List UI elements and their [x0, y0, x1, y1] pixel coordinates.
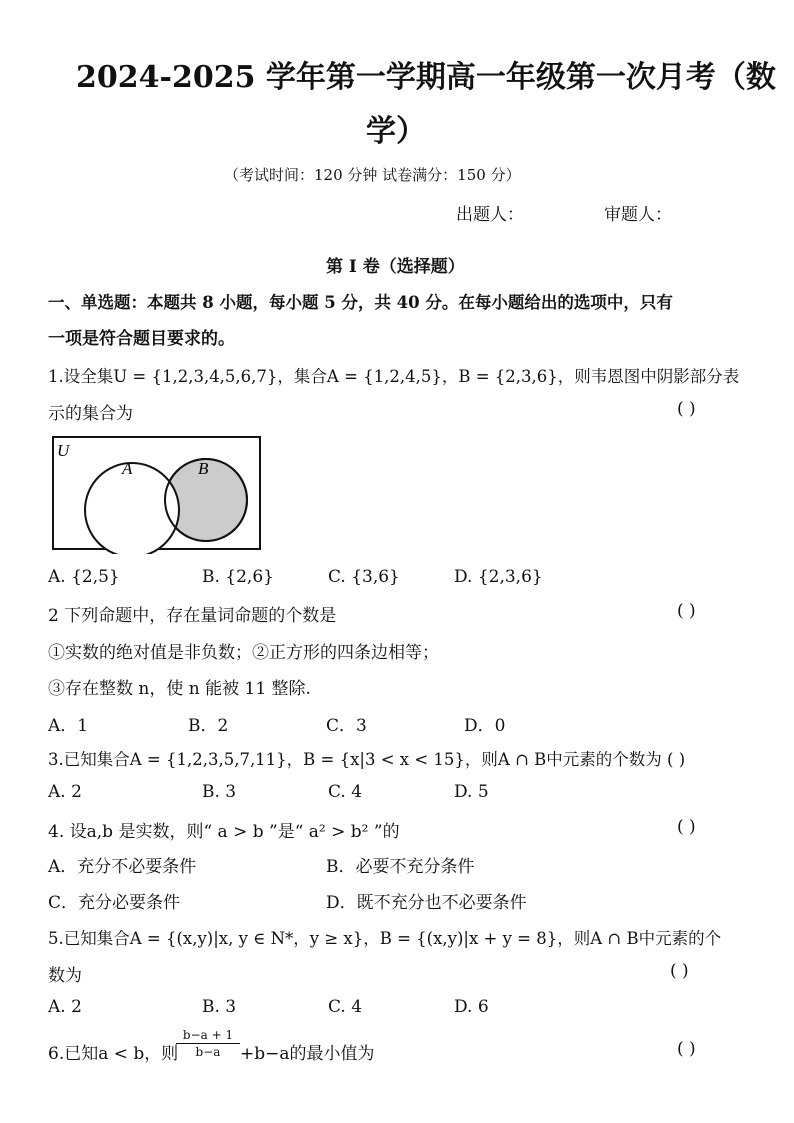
q4-option-c: C．充分必要条件: [48, 893, 181, 913]
question-1-line2: 示的集合为: [48, 404, 133, 424]
q3-option-a: A. 2: [48, 782, 82, 802]
q2-option-d: D．0: [464, 716, 506, 736]
instructions-line1: 一、单选题：本题共 8 小题，每小题 5 分，共 40 分。在每小题给出的选项中，只有: [48, 293, 673, 312]
question-4-line1: 4. 设a,b 是实数，则“ a > b ”是“ a² > b² ”的: [48, 822, 400, 842]
question-5-answer-paren: ( ): [670, 961, 689, 981]
universe-label: U: [57, 441, 70, 460]
q4-option-b: B．必要不充分条件: [326, 857, 475, 877]
instructions-line2: 一项是符合题目要求的。: [48, 329, 235, 349]
q5-option-c: C. 4: [328, 997, 363, 1017]
set-b-label: B: [198, 459, 209, 478]
q4-option-a: A．充分不必要条件: [48, 857, 197, 877]
question-3-line1: 3.已知集合A = {1,2,3,5,7,11}，B = {x|3 < x < 15}，则A ∩ B中元素的个数为 ( ): [48, 750, 686, 769]
q2-option-b: B．2: [188, 716, 229, 736]
question-5-line2: 数为: [48, 966, 82, 986]
question-6-fraction: [176, 1028, 240, 1059]
q3-option-d: D. 5: [454, 782, 489, 802]
question-6-suffix: +b−a的最小值为: [240, 1044, 375, 1064]
exam-info: （考试时间：120 分钟 试卷满分：150 分）: [224, 166, 521, 184]
q5-option-b: B. 3: [202, 997, 237, 1017]
question-2-line1: 2 下列命题中，存在量词命题的个数是: [48, 606, 337, 626]
venn-diagram: [48, 432, 266, 554]
fraction-denominator: b−a: [195, 1045, 221, 1059]
q3-option-b: B. 3: [202, 782, 237, 802]
setter-label: 出题人：: [456, 205, 524, 225]
q5-option-a: A. 2: [48, 997, 82, 1017]
exam-title-line1: 2024-2025 学年第一学期高一年级第一次月考（数: [76, 60, 776, 95]
question-2-answer-paren: ( ): [677, 601, 696, 621]
fraction-numerator: b−a + 1: [176, 1028, 240, 1044]
q2-option-a: A．1: [48, 716, 89, 736]
q4-option-d: D．既不充分也不必要条件: [326, 893, 527, 913]
question-6-answer-paren: ( ): [677, 1039, 696, 1059]
question-1-line1: 1.设全集U = {1,2,3,4,5,6,7}，集合A = {1,2,4,5}，B = {2,3,6}，则韦恩图中阴影部分表: [48, 367, 740, 386]
exam-title-line2: 学）: [366, 114, 426, 149]
q3-option-c: C. 4: [328, 782, 363, 802]
part-title: 第 I 卷（选择题）: [326, 257, 465, 277]
question-4-answer-paren: ( ): [677, 817, 696, 837]
q1-option-b: B. {2,6}: [202, 567, 274, 587]
q1-option-a: A. {2,5}: [48, 567, 120, 587]
reviewer-label: 审题人：: [604, 205, 672, 225]
set-a-label: A: [122, 459, 133, 478]
question-2-line2: ①实数的绝对值是非负数；②正方形的四条边相等；: [48, 643, 439, 663]
question-1-answer-paren: ( ): [677, 399, 696, 419]
q5-option-d: D. 6: [454, 997, 489, 1017]
q2-option-c: C．3: [326, 716, 367, 736]
question-5-line1: 5.已知集合A = {(x,y)|x, y ∈ N*，y ≥ x}，B = {(x,y)|x + y = 8}，则A ∩ B中元素的个: [48, 929, 722, 948]
q1-option-c: C. {3,6}: [328, 567, 400, 587]
question-2-line3: ③存在整数 n，使 n 能被 11 整除.: [48, 679, 311, 699]
question-6-prefix: 6.已知a < b，则: [48, 1044, 179, 1064]
q1-option-d: D. {2,3,6}: [454, 567, 543, 587]
